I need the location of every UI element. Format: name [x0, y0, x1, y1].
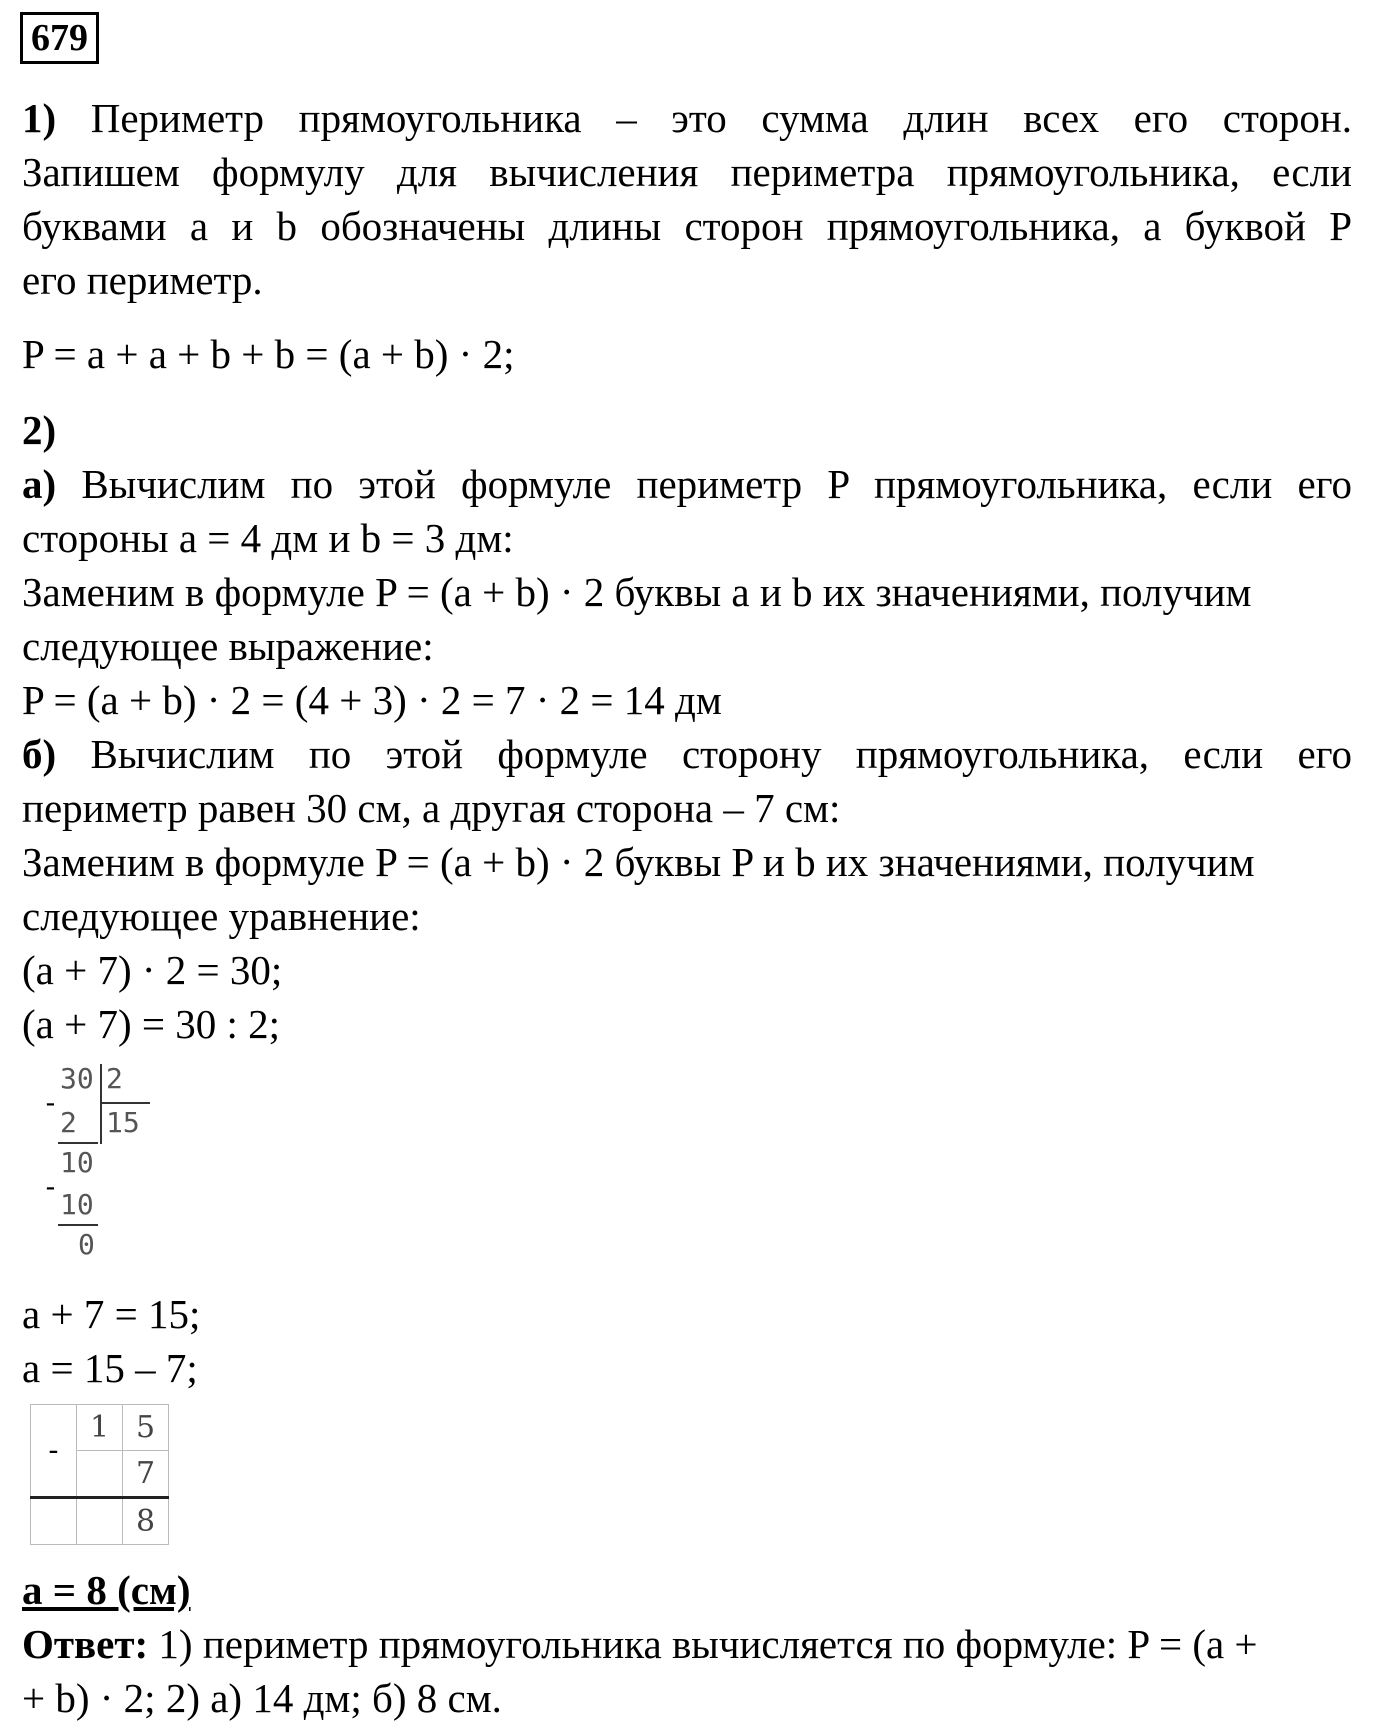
dividend: 30 — [60, 1062, 94, 1095]
part2b-line-3: Заменим в формуле P = (a + b) · 2 буквы P и b их значениями, получим — [22, 839, 1255, 885]
part2a-line-3: Заменим в формуле P = (a + b) · 2 буквы a и b их значениями, получим — [22, 569, 1252, 615]
sub-cell — [31, 1498, 77, 1545]
long-division — [38, 1062, 178, 1272]
part1-line-3: буквами a и b обозначены длины сторон прямоугольника, а буквой P — [22, 203, 1352, 249]
part2a-line-2: стороны a = 4 дм и b = 3 дм: — [22, 515, 514, 561]
sub-cell: 1 — [77, 1405, 123, 1451]
part1-text-1: Периметр прямоугольника – это сумма длин всех его сторон. — [90, 95, 1353, 141]
part2b-line-1 — [22, 730, 1352, 778]
after-division-1: a + 7 = 15; — [22, 1291, 201, 1337]
divisor: 2 — [106, 1062, 123, 1095]
sub-cell: 8 — [123, 1498, 169, 1545]
part2-label: 2) — [22, 407, 57, 453]
part2b-line-5: (a + 7) · 2 = 30; — [22, 947, 283, 993]
answer-line-1 — [22, 1620, 1258, 1668]
sub-cell: 5 — [123, 1405, 169, 1451]
part2b-line-2: периметр равен 30 см, а другая сторона – 7 см: — [22, 785, 841, 831]
part2b-label: б) — [22, 731, 57, 777]
part2a-text-1: Вычислим по этой формуле периметр P прямоугольника, если его — [81, 461, 1353, 507]
final-remainder: 0 — [78, 1228, 95, 1261]
part1-line-1 — [22, 94, 1352, 142]
division-horizontal-line — [100, 1102, 150, 1104]
part1-line-2: Запишем формулу для вычисления периметра прямоугольника, если — [22, 149, 1352, 195]
answer-text-1: 1) периметр прямоугольника вычисляется по формуле: P = (a + — [148, 1621, 1258, 1667]
after-division-2: a = 15 – 7; — [22, 1345, 198, 1391]
problem-number: 679 — [20, 12, 99, 64]
part1-line-4: его периметр. — [22, 257, 263, 303]
answer-line-2: + b) · 2; 2) а) 14 дм; б) 8 см. — [22, 1675, 502, 1721]
part2a-line-4: следующее выражение: — [22, 623, 434, 669]
part2a-label: а) — [22, 461, 57, 507]
subtraction-minus: - — [31, 1405, 77, 1498]
minus-sign-2: - — [42, 1170, 59, 1203]
part2b-line-4: следующее уравнение: — [22, 893, 421, 939]
step1-subtrahend: 2 — [60, 1106, 77, 1139]
sub-cell — [77, 1451, 123, 1498]
quotient: 15 — [106, 1106, 140, 1139]
part2b-line-6: (a + 7) = 30 : 2; — [22, 1001, 281, 1047]
part2a-line-1 — [22, 460, 1352, 508]
part2a-line-5: P = (a + b) · 2 = (4 + 3) · 2 = 7 · 2 = 14 дм — [22, 677, 722, 723]
part1-formula: P = a + a + b + b = (a + b) · 2; — [22, 331, 515, 377]
result: a = 8 (см) — [22, 1567, 191, 1613]
minus-sign-1: - — [42, 1086, 59, 1119]
division-vertical-line — [100, 1064, 102, 1144]
sub-cell: 7 — [123, 1451, 169, 1498]
step2-line — [58, 1224, 98, 1226]
sub-cell — [77, 1498, 123, 1545]
part2b-text-1: Вычислим по этой формуле сторону прямоугольника, если его — [90, 731, 1353, 777]
step2-subtrahend: 10 — [60, 1188, 94, 1221]
part1-label: 1) — [22, 95, 57, 141]
step2-remainder: 10 — [60, 1146, 94, 1179]
answer-label: Ответ: — [22, 1621, 149, 1667]
step1-line — [58, 1142, 98, 1144]
column-subtraction — [30, 1404, 169, 1545]
